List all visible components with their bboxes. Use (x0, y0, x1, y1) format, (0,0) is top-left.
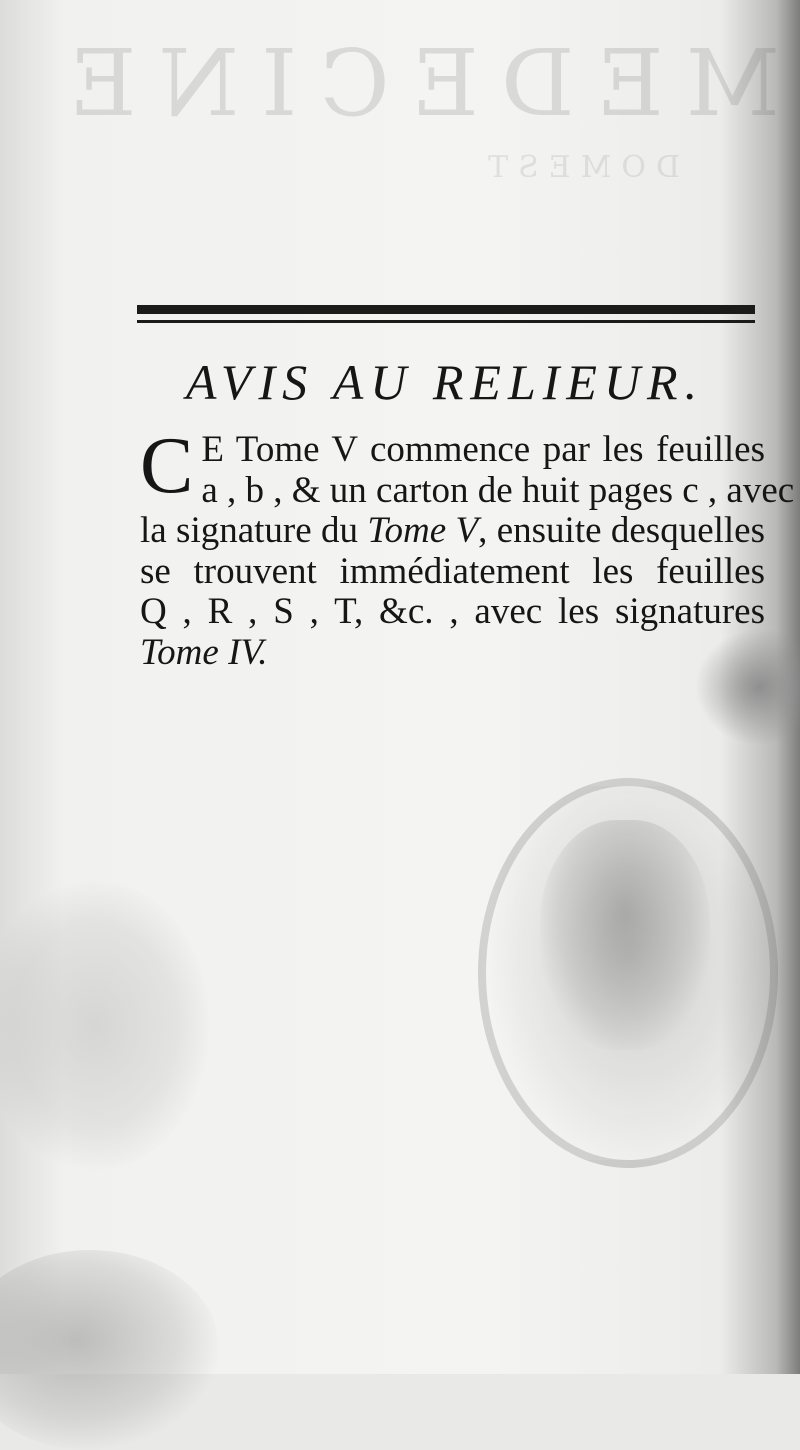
text-line-3-end: , ensuite desquelles (478, 510, 766, 551)
text-line-6: Tome IV. (140, 631, 268, 673)
show-through-title: MEDECINE (47, 30, 780, 137)
text-line-2: a , b , & un carton de huit pages c , avec (201, 469, 795, 511)
notice-paragraph (140, 422, 795, 673)
ornament-rule-thin (137, 320, 755, 323)
ornament-rule-thick (137, 305, 755, 314)
notice-heading: AVIS AU RELIEUR. (185, 354, 705, 410)
drop-cap: C (140, 422, 194, 510)
faded-stamp-left (0, 880, 210, 1170)
text-line-3-start: la signature du (140, 510, 368, 551)
text-line-1: E Tome V commence par les feuilles (201, 429, 765, 470)
text-line-3 (140, 511, 765, 552)
text-line-3-italic: Tome V (367, 510, 479, 551)
show-through-subtitle: DOMEST (478, 150, 680, 185)
text-line-5: Q , R , S , T, &c. , avec les signatures (140, 591, 765, 632)
text-line-4: se trouvent immédiatement les feuilles (140, 550, 765, 592)
faded-stamp-bottom (0, 1250, 220, 1450)
library-stamp-portrait (540, 820, 710, 1050)
